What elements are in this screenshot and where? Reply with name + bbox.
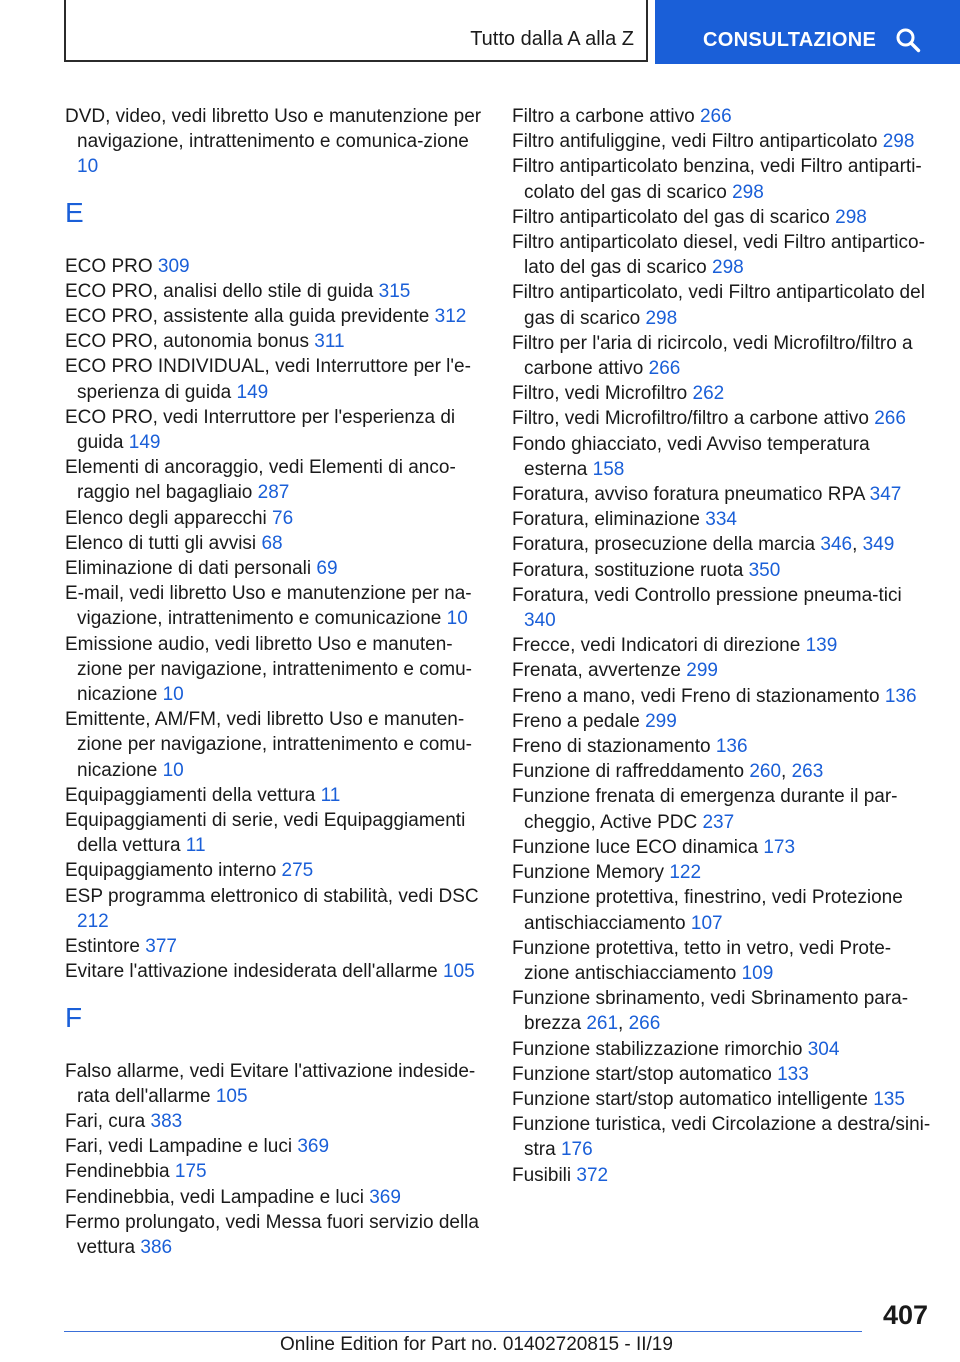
- page-link[interactable]: 287: [257, 482, 290, 504]
- page-link[interactable]: 122: [669, 862, 702, 884]
- index-entry-text: ECO PRO, vedi Interruttore per l'esperienza di guida: [65, 406, 456, 454]
- index-entry-text: Evitare l'attivazione indesiderata dell'allarme: [65, 961, 438, 983]
- index-entry-text: Funzione protettiva, finestrino, vedi Protezione antischiacciamento: [512, 887, 903, 934]
- index-entry-text: Equipaggiamenti della vettura: [65, 784, 316, 806]
- index-entry: Foratura, prosecuzione della marcia 346, 349: [512, 534, 895, 556]
- page-link[interactable]: 298: [882, 131, 915, 153]
- page-link[interactable]: 212: [77, 910, 109, 932]
- search-icon[interactable]: [895, 27, 921, 53]
- index-entry-text: Eliminazione di dati personali: [65, 558, 312, 580]
- index-entry: Funzione di raffreddamento 260, 263: [512, 761, 824, 783]
- page-link[interactable]: 133: [777, 1063, 809, 1085]
- index-entry: [512, 129, 932, 154]
- page-link[interactable]: 377: [145, 936, 177, 958]
- page-link[interactable]: 299: [645, 710, 677, 732]
- page-link[interactable]: 309: [157, 255, 190, 277]
- page-link[interactable]: 105: [442, 961, 475, 983]
- index-entry-text: ESP programma elettronico di stabilità, vedi DSC: [65, 885, 479, 907]
- page-link[interactable]: 372: [576, 1164, 609, 1186]
- index-entry: [512, 709, 932, 734]
- index-entry: [512, 658, 932, 683]
- index-entry: [512, 205, 932, 230]
- section-title: Tutto dalla A alla Z: [470, 28, 634, 50]
- index-entry: [512, 381, 932, 406]
- page-link[interactable]: 349: [862, 534, 895, 556]
- page-link[interactable]: 298: [732, 181, 764, 203]
- index-entry: [512, 104, 932, 129]
- page-link[interactable]: 263: [791, 761, 824, 783]
- index-entry: [65, 254, 485, 279]
- index-entry-text: Foratura, vedi Controllo pressione pneuma-tici: [512, 584, 902, 606]
- index-entry-text: ECO PRO: [65, 255, 153, 277]
- page-link[interactable]: 369: [297, 1136, 330, 1158]
- page-link[interactable]: 298: [835, 206, 867, 228]
- index-entry-text: Filtro a carbone attivo: [512, 106, 695, 127]
- index-entry-text: Emittente, AM/FM, vedi libretto Uso e manuten-zione per navigazione, intrattenimento e comu-nicazione: [65, 709, 473, 781]
- index-entry: [65, 506, 485, 531]
- index-letter-heading: F: [65, 1001, 83, 1033]
- page-link[interactable]: 350: [748, 559, 781, 581]
- page-link[interactable]: 10: [446, 608, 468, 630]
- index-entry-text: Equipaggiamenti di serie, vedi Equipaggiamenti della vettura: [65, 810, 466, 857]
- index-entry-text: ECO PRO, autonomia bonus: [65, 331, 309, 353]
- page-link[interactable]: 69: [316, 558, 338, 580]
- index-entry: [65, 632, 485, 708]
- page-link[interactable]: 266: [628, 1013, 661, 1035]
- index-entry: [65, 1159, 485, 1184]
- index-entry: [65, 1185, 485, 1210]
- index-entry-text: Fusibili: [512, 1164, 572, 1186]
- index-entry: [65, 455, 485, 505]
- page-link[interactable]: 173: [763, 836, 796, 858]
- index-entry: [512, 835, 932, 860]
- index-entry: [65, 1109, 485, 1134]
- index-entry-text: Freno di stazionamento: [512, 736, 711, 758]
- page-link[interactable]: 334: [705, 509, 737, 531]
- index-entry: [65, 1134, 485, 1159]
- index-entry-text: Filtro, vedi Microfiltro/filtro a carbone attivo: [512, 408, 869, 430]
- page-link[interactable]: 304: [807, 1038, 840, 1060]
- index-entry-text: Freno a pedale: [512, 710, 640, 732]
- index-entry: [512, 1087, 932, 1112]
- index-entry: [65, 934, 485, 959]
- index-entry-text: Emissione audio, vedi libretto Uso e manuten-zione per navigazione, intrattenimento e comu-nicazione: [65, 633, 473, 706]
- page-link[interactable]: 311: [314, 331, 345, 353]
- index-entry-text: ECO PRO INDIVIDUAL, vedi Interruttore per l'e-sperienza di guida: [65, 356, 471, 403]
- index-entry: [65, 783, 485, 808]
- index-entry: [512, 507, 932, 532]
- index-entry-text: Fermo prolungato, vedi Messa fuori servizio della vettura: [65, 1211, 479, 1258]
- page-link[interactable]: 11: [320, 784, 341, 806]
- index-entry-text: Foratura, eliminazione: [512, 509, 700, 531]
- page-link[interactable]: 136: [715, 736, 748, 758]
- index-entry-text: Funzione start/stop automatico: [512, 1063, 772, 1085]
- page-link[interactable]: 11: [185, 835, 206, 857]
- index-entry-text: Funzione luce ECO dinamica: [512, 836, 759, 858]
- footer-divider: [64, 1331, 862, 1332]
- index-entry: [512, 432, 932, 482]
- index-entry: [65, 329, 485, 354]
- index-entry: [65, 405, 485, 455]
- page-link[interactable]: 10: [162, 684, 184, 706]
- index-entry: [512, 885, 932, 935]
- index-column-right: [512, 104, 932, 1188]
- index-entry: [65, 1210, 485, 1260]
- page-link[interactable]: 149: [236, 381, 269, 403]
- page-link[interactable]: 176: [560, 1139, 593, 1161]
- consultazione-tab-label: CONSULTAZIONE: [703, 29, 877, 51]
- index-entry: [512, 1163, 932, 1188]
- page-link[interactable]: 386: [140, 1236, 173, 1258]
- index-entry: [512, 734, 932, 759]
- page-link[interactable]: 149: [128, 432, 161, 454]
- index-entry-text: Filtro per l'aria di ricircolo, vedi Microfiltro/filtro a carbone attivo: [512, 332, 913, 380]
- page-link[interactable]: 298: [712, 257, 744, 279]
- page-link[interactable]: 260: [749, 761, 782, 783]
- index-entry-text: Foratura, sostituzione ruota: [512, 559, 744, 581]
- index-entry: [65, 304, 485, 329]
- index-entry-text: Elementi di ancoraggio, vedi Elementi di anco-raggio nel bagagliaio: [65, 457, 456, 504]
- page-link[interactable]: 312: [434, 306, 467, 328]
- index-entry-text: Funzione start/stop automatico intelligente: [512, 1088, 868, 1110]
- index-entry: [512, 583, 932, 633]
- index-entry-text: Elenco di tutti gli avvisi: [65, 532, 257, 554]
- index-entry-text: Fendinebbia, vedi Lampadine e luci: [65, 1186, 364, 1208]
- page-link[interactable]: 10: [77, 156, 99, 178]
- page-link[interactable]: 347: [869, 484, 902, 506]
- index-entry-text: Funzione sbrinamento, vedi Sbrinamento para-brezza: [512, 988, 909, 1035]
- index-entry: [65, 279, 485, 304]
- page-link[interactable]: 135: [873, 1088, 905, 1110]
- index-entry-text: Freno a mano, vedi Freno di stazionamento: [512, 685, 880, 707]
- index-entry-text: Elenco degli apparecchi: [65, 507, 267, 529]
- index-entry: [65, 808, 485, 858]
- page-link[interactable]: 262: [692, 383, 725, 405]
- index-entry: [512, 860, 932, 885]
- index-entry-text: Fendinebbia: [65, 1161, 170, 1183]
- page-link[interactable]: 266: [648, 358, 681, 380]
- page-link[interactable]: 237: [702, 811, 735, 833]
- index-entry: [512, 154, 932, 204]
- index-entry: [512, 1112, 932, 1162]
- index-entry: [65, 959, 485, 984]
- page-link[interactable]: 298: [645, 307, 678, 329]
- index-entry: [512, 482, 932, 507]
- page-link[interactable]: 109: [741, 962, 774, 984]
- index-entry-text: Filtro antiparticolato del gas di scarico: [512, 206, 830, 228]
- page-link[interactable]: 369: [369, 1186, 401, 1208]
- edition-footer: Online Edition for Part no. 01402720815 - II/19: [280, 1334, 673, 1355]
- index-entry: [512, 936, 932, 986]
- index-entry-text: Frenata, avvertenze: [512, 660, 681, 682]
- index-entry: [65, 104, 485, 180]
- index-entry: [65, 556, 485, 581]
- index-entry: [512, 1062, 932, 1087]
- consultazione-tab[interactable]: [655, 0, 960, 64]
- index-entry-text: DVD, video, vedi libretto Uso e manutenzione per navigazione, intrattenimento e comunica-zione: [65, 106, 482, 153]
- page-link[interactable]: 275: [281, 860, 314, 882]
- index-entry-text: Funzione di raffreddamento: [512, 761, 745, 783]
- index-entry-text: ECO PRO, analisi dello stile di guida: [65, 280, 374, 302]
- page-link[interactable]: 10: [162, 759, 184, 781]
- page-link[interactable]: 266: [874, 408, 906, 430]
- index-entry: [512, 633, 932, 658]
- page-link[interactable]: 158: [592, 458, 625, 480]
- page-link[interactable]: 105: [215, 1085, 248, 1107]
- index-entry-text: Equipaggiamento interno: [65, 860, 277, 882]
- index-entry: [65, 707, 485, 783]
- index-entry: [65, 531, 485, 556]
- index-entry: [512, 406, 932, 431]
- index-entry-text: Fari, cura: [65, 1110, 146, 1132]
- index-entry-text: ECO PRO, assistente alla guida previdente: [65, 306, 430, 328]
- index-column-left: [65, 104, 485, 1260]
- page-number: 407: [882, 1300, 928, 1330]
- page-link[interactable]: 76: [272, 507, 294, 529]
- page-link[interactable]: 175: [174, 1161, 207, 1183]
- index-entry-text: Funzione frenata di emergenza durante il par-cheggio, Active PDC: [512, 786, 898, 833]
- index-entry-text: Foratura, avviso foratura pneumatico RPA: [512, 484, 865, 506]
- index-entry-text: Filtro antiparticolato benzina, vedi Filtro antiparti-colato del gas di scarico: [512, 156, 922, 203]
- index-entry: [512, 558, 932, 583]
- index-entry: [65, 884, 485, 934]
- index-entry: [512, 230, 932, 280]
- page-link[interactable]: 340: [524, 610, 556, 632]
- index-entry: [512, 280, 932, 330]
- index-entry: Funzione sbrinamento, vedi Sbrinamento para-brezza 261, 266: [512, 988, 909, 1035]
- index-entry-text: Estintore: [65, 936, 140, 958]
- index-entry-text: Fondo ghiacciato, vedi Avviso temperatura esterna: [512, 433, 870, 480]
- index-entry-text: Funzione Memory: [512, 862, 665, 884]
- page-link[interactable]: 139: [805, 635, 838, 657]
- index-entry-text: Fari, vedi Lampadine e luci: [65, 1136, 293, 1158]
- page-link[interactable]: 266: [699, 106, 732, 127]
- index-entry: [512, 331, 932, 381]
- page-link[interactable]: 346: [820, 534, 853, 556]
- header-section-box: [64, 0, 648, 62]
- index-entry-text: Funzione turistica, vedi Circolazione a destra/sini-stra: [512, 1114, 931, 1161]
- index-entry: [512, 784, 932, 834]
- page-link[interactable]: 383: [150, 1110, 183, 1132]
- index-entry: [512, 1037, 932, 1062]
- page-link[interactable]: 299: [686, 660, 718, 682]
- page-link[interactable]: 315: [378, 280, 411, 302]
- index-letter-heading: E: [65, 196, 84, 228]
- index-entry: [512, 684, 932, 709]
- page-link[interactable]: 136: [884, 685, 917, 707]
- index-entry-text: Filtro antiparticolato diesel, vedi Filtro antipartico-lato del gas di scarico: [512, 232, 925, 279]
- page-link[interactable]: 107: [690, 912, 723, 934]
- index-entry-text: Funzione protettiva, tetto in vetro, vedi Prote-zione antischiacciamento: [512, 937, 892, 984]
- page-link[interactable]: 261: [586, 1013, 619, 1035]
- index-entry-text: Falso allarme, vedi Evitare l'attivazione indeside-rata dell'allarme: [65, 1060, 476, 1107]
- index-entry: [65, 1059, 485, 1109]
- index-entry-text: Foratura, prosecuzione della marcia: [512, 534, 816, 556]
- index-entry: [65, 354, 485, 404]
- index-entry: [65, 581, 485, 631]
- index-entry-text: Funzione stabilizzazione rimorchio: [512, 1038, 803, 1060]
- index-entry-text: Filtro antiparticolato, vedi Filtro antiparticolato del gas di scarico: [512, 282, 925, 329]
- index-entry-text: Filtro antifuliggine, vedi Filtro antiparticolato: [512, 131, 878, 153]
- index-entry: [65, 858, 485, 883]
- index-entry-text: E-mail, vedi libretto Uso e manutenzione per na-vigazione, intrattenimento e comunicazione: [65, 583, 472, 630]
- index-entry-text: Frecce, vedi Indicatori di direzione: [512, 635, 801, 657]
- page-link[interactable]: 68: [261, 532, 283, 554]
- index-entry-text: Filtro, vedi Microfiltro: [512, 383, 688, 405]
